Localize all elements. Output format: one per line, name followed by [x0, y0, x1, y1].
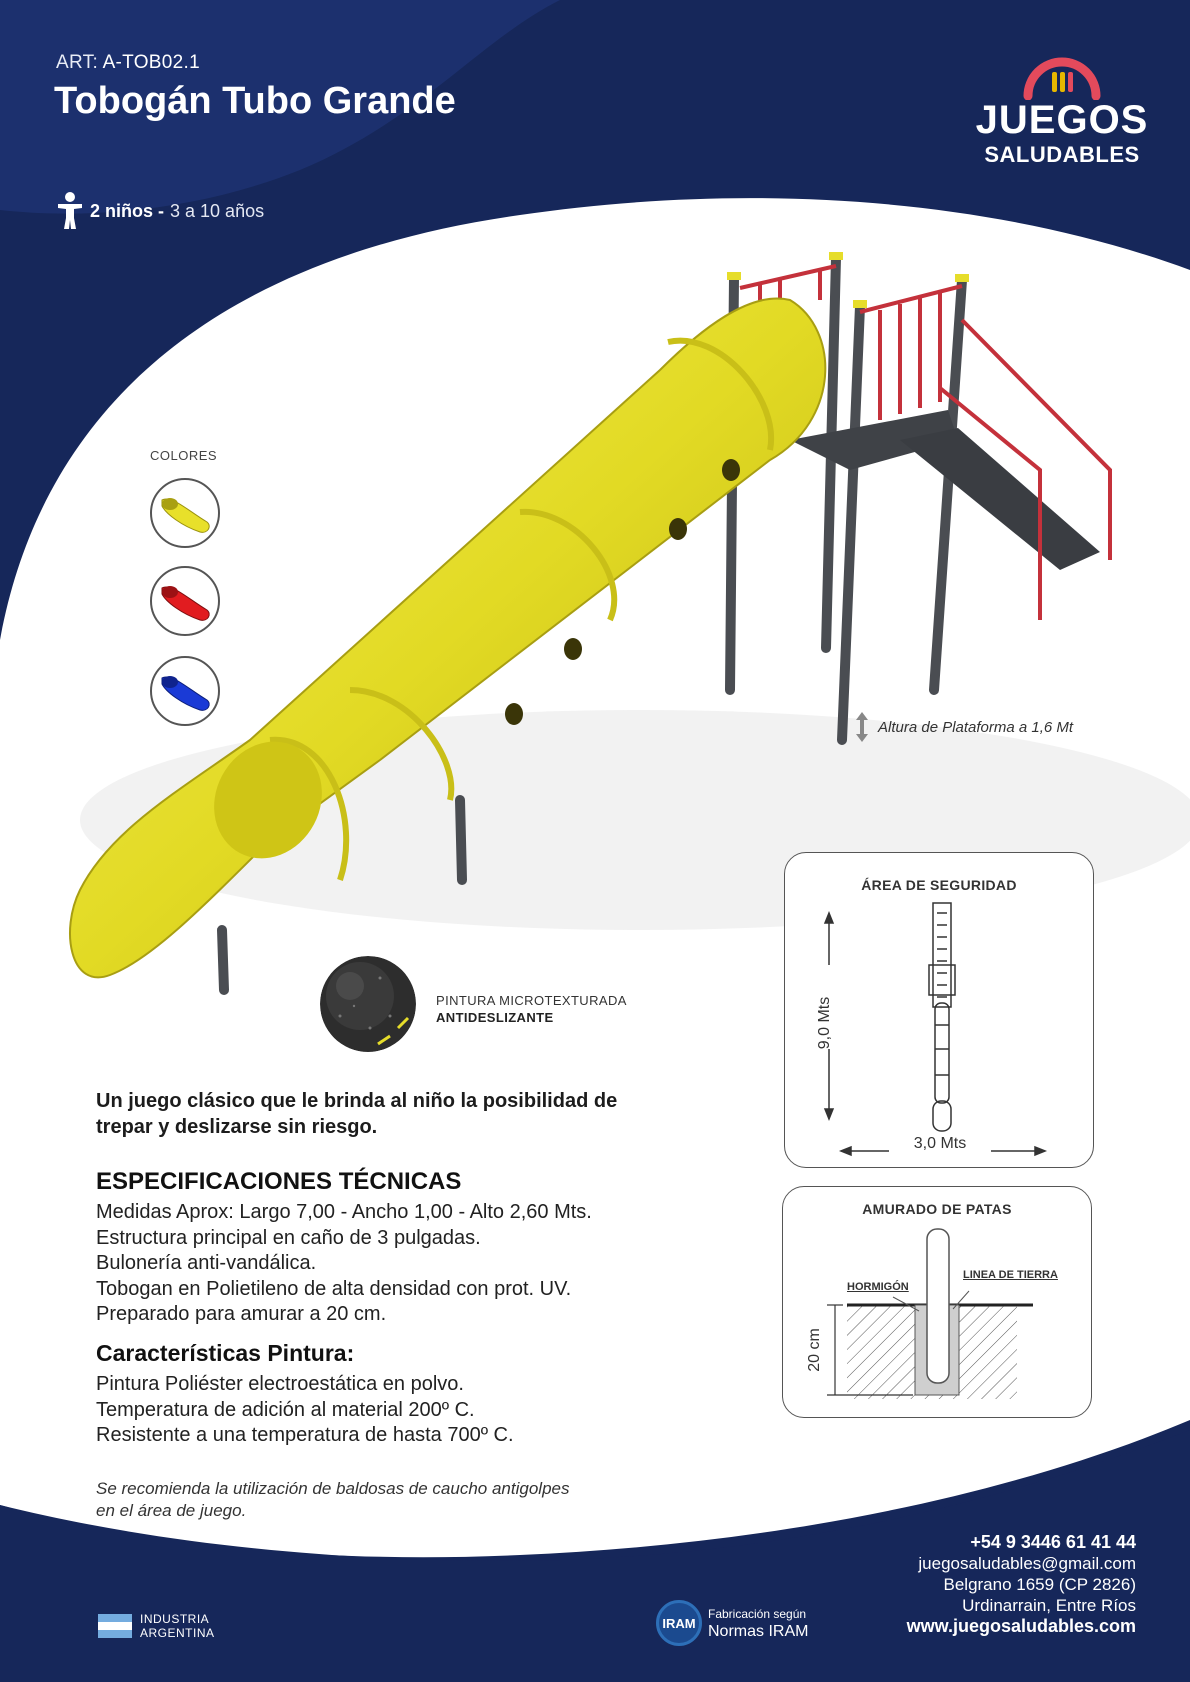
iram-line2: Normas IRAM	[708, 1623, 809, 1640]
lead-paragraph: Un juego clásico que le brinda al niño la posibilidad de trepar y deslizarse sin riesgo.	[96, 1090, 618, 1138]
color-option-yellow[interactable]	[150, 478, 220, 548]
recommendation-note: Se recomienda la utilización de baldosas de caucho antigolpes en el área de juego.	[96, 1479, 570, 1520]
article-prefix: ART:	[56, 52, 99, 73]
iram-logo-icon: IRAM	[656, 1600, 702, 1646]
spec-item: Tobogan en Polietileno de alta densidad con prot. UV.	[96, 1277, 572, 1300]
iram-line1: Fabricación según	[708, 1607, 807, 1621]
platform-height-text: Altura de Plataforma a 1,6 Mt	[878, 718, 1074, 736]
paint-list	[96, 1372, 514, 1449]
contact-city: Urdinarrain, Entre Ríos	[962, 1596, 1136, 1615]
iram-certification	[656, 1600, 808, 1646]
anchoring-box	[782, 1186, 1092, 1418]
logo-arch-icon	[1020, 56, 1104, 100]
safety-height-label: 9,0 Mts	[816, 996, 833, 1050]
yellow-slide-thumbnail	[152, 480, 218, 546]
blue-slide-thumbnail	[152, 658, 218, 724]
article-number: A-TOB02.1	[102, 52, 200, 73]
contact-phone[interactable]: +54 9 3446 61 41 44	[970, 1532, 1136, 1552]
industria-line1: INDUSTRIA	[140, 1612, 210, 1626]
logo-main-text: JUEGOS	[975, 98, 1149, 142]
spec-item: Bulonería anti-vandálica.	[96, 1252, 317, 1274]
paint-item: Temperatura de adición al material 200º C.	[96, 1398, 475, 1421]
spec-item: Medidas Aprox: Largo 7,00 - Ancho 1,00 - Alto 2,60 Mts.	[96, 1201, 592, 1223]
logo-sub-text: SALUDABLES	[984, 142, 1140, 167]
anchoring-depth-label: 20 cm	[806, 1328, 823, 1372]
paint-item: Resistente a una temperatura de hasta 700º C.	[96, 1424, 514, 1446]
article-code	[56, 52, 200, 74]
child-icon	[56, 192, 84, 230]
brand-logo	[972, 56, 1152, 172]
textured-paint-sample	[320, 956, 416, 1052]
platform-height-note	[856, 712, 1073, 742]
paint-badge-line2: ANTIDESLIZANTE	[436, 1010, 554, 1025]
kids-count: 2 niños -	[90, 200, 165, 221]
contact-website[interactable]: www.juegosaludables.com	[906, 1616, 1136, 1636]
color-option-blue[interactable]	[150, 656, 220, 726]
contact-email[interactable]: juegosaludables@gmail.com	[918, 1554, 1136, 1573]
paint-item: Pintura Poliéster electroestática en polvo.	[96, 1373, 464, 1395]
safety-area-title: ÁREA DE SEGURIDAD	[861, 877, 1017, 893]
color-option-red[interactable]	[150, 566, 220, 636]
ground-line-label: LINEA DE TIERRA	[963, 1269, 1058, 1281]
height-arrow-icon	[856, 712, 868, 742]
safety-width-label: 3,0 Mts	[913, 1135, 967, 1152]
spec-item: Preparado para amurar a 20 cm.	[96, 1303, 387, 1325]
safety-area-box	[784, 852, 1094, 1168]
paint-badge-text	[436, 992, 627, 1026]
paint-heading: Características Pintura:	[96, 1340, 355, 1366]
argentina-flag-icon	[98, 1614, 132, 1638]
page-title: Tobogán Tubo Grande	[54, 80, 456, 122]
industria-argentina	[98, 1612, 215, 1640]
age-range: 3 a 10 años	[170, 200, 265, 221]
colors-label: COLORES	[150, 448, 218, 463]
paint-badge-line1: PINTURA MICROTEXTURADA	[436, 993, 627, 1008]
paint-texture-icon	[320, 956, 416, 1052]
contact-address: Belgrano 1659 (CP 2826)	[943, 1575, 1136, 1594]
specs-heading: ESPECIFICACIONES TÉCNICAS	[96, 1168, 462, 1195]
industria-line2: ARGENTINA	[140, 1626, 215, 1640]
anchoring-diagram	[783, 1187, 1091, 1417]
anchoring-title: AMURADO DE PATAS	[862, 1201, 1012, 1217]
age-info	[56, 192, 264, 230]
contact-block	[907, 1532, 1136, 1637]
concrete-label: HORMIGÓN	[847, 1281, 909, 1293]
red-slide-thumbnail	[152, 568, 218, 634]
specs-list	[96, 1200, 592, 1328]
spec-item: Estructura principal en caño de 3 pulgadas.	[96, 1226, 481, 1249]
